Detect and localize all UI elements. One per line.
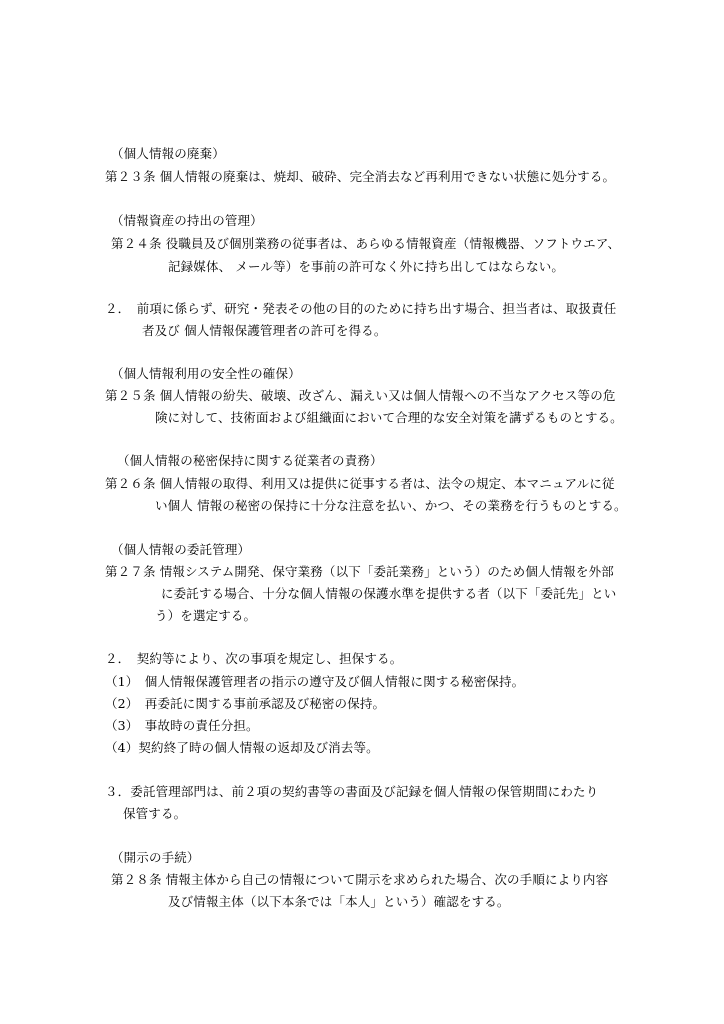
article-28-text-line-2: 及び情報主体（以下本条では「本人」という）確認をする。	[168, 894, 510, 909]
article-25-text-line-2: 険に対して、技術面および組織面において合理的な安全対策を講ずるものとする。	[155, 410, 623, 425]
article-27-paragraph-3-line-1: ３．委託管理部門は、前２項の契約書等の書面及び記録を個人情報の保管期間にわたり	[105, 784, 599, 799]
article-27-text-line-3: う）を選定する。	[155, 608, 257, 623]
article-24-text-line-1: 第２４条 役職員及び個別業務の従事者は、あらゆる情報資産（情報機器、ソフトウエア、	[111, 236, 621, 251]
article-23-heading: （個人情報の廃棄）	[111, 146, 225, 161]
article-26-text-line-1: 第２６条 個人情報の取得、利用又は提供に従事する者は、法令の規定、本マニュアルに従	[105, 476, 615, 491]
article-27-paragraph-2: ２． 契約等により、次の事項を規定し、担保する。	[105, 651, 403, 666]
article-24-heading: （情報資産の持出の管理）	[111, 213, 263, 228]
article-24-text-line-2: 記録媒体、 メール等）を事前の許可なく外に持ち出してはならない。	[168, 259, 565, 274]
article-27-list-item-1: （1） 個人情報保護管理者の指示の遵守及び個人情報に関する秘密保持。	[105, 674, 525, 689]
article-27-list-item-4: （4）契約終了時の個人情報の返却及び消去等。	[105, 740, 379, 755]
article-27-list-item-2: （2） 再委託に関する事前承認及び秘密の保持。	[105, 696, 386, 711]
article-27-heading: （個人情報の委託管理）	[111, 542, 251, 557]
article-27-text-line-1: 第２７条 情報システム開発、保守業務（以下「委託業務」という）のため個人情報を外部	[105, 564, 614, 579]
article-24-paragraph-2-line-1: ２． 前項に係らず、研究・発表その他の目的のために持ち出す場合、担当者は、取扱責任	[105, 301, 617, 316]
article-23-text: 第２３条 個人情報の廃棄は、焼却、破砕、完全消去など再利用できない状態に処分する。	[105, 169, 616, 184]
article-26-text-line-2: い個人 情報の秘密の保持に十分な注意を払い、かつ、その業務を行うものとする。	[155, 498, 627, 513]
article-27-list-item-3: （3） 事故時の責任分担。	[105, 718, 259, 733]
article-27-text-line-2: に委託する場合、十分な個人情報の保護水準を提供する者（以下「委託先」とい	[161, 586, 617, 601]
article-25-text-line-1: 第２５条 個人情報の紛失、破壊、改ざん、漏えい又は個人情報への不当なアクセス等の危	[105, 388, 616, 403]
article-28-heading: （開示の手続）	[111, 850, 200, 865]
article-27-paragraph-3-line-2: 保管する。	[123, 806, 187, 821]
article-28-text-line-1: 第２８条 情報主体から自己の情報について開示を求められた場合、次の手順により内容	[111, 872, 609, 887]
article-24-paragraph-2-line-2: 者及び 個人情報保護管理者の許可を得る。	[142, 323, 387, 338]
article-25-heading: （個人情報利用の安全性の確保）	[111, 366, 301, 381]
article-26-heading: （個人情報の秘密保持に関する従業者の責務）	[117, 453, 383, 468]
